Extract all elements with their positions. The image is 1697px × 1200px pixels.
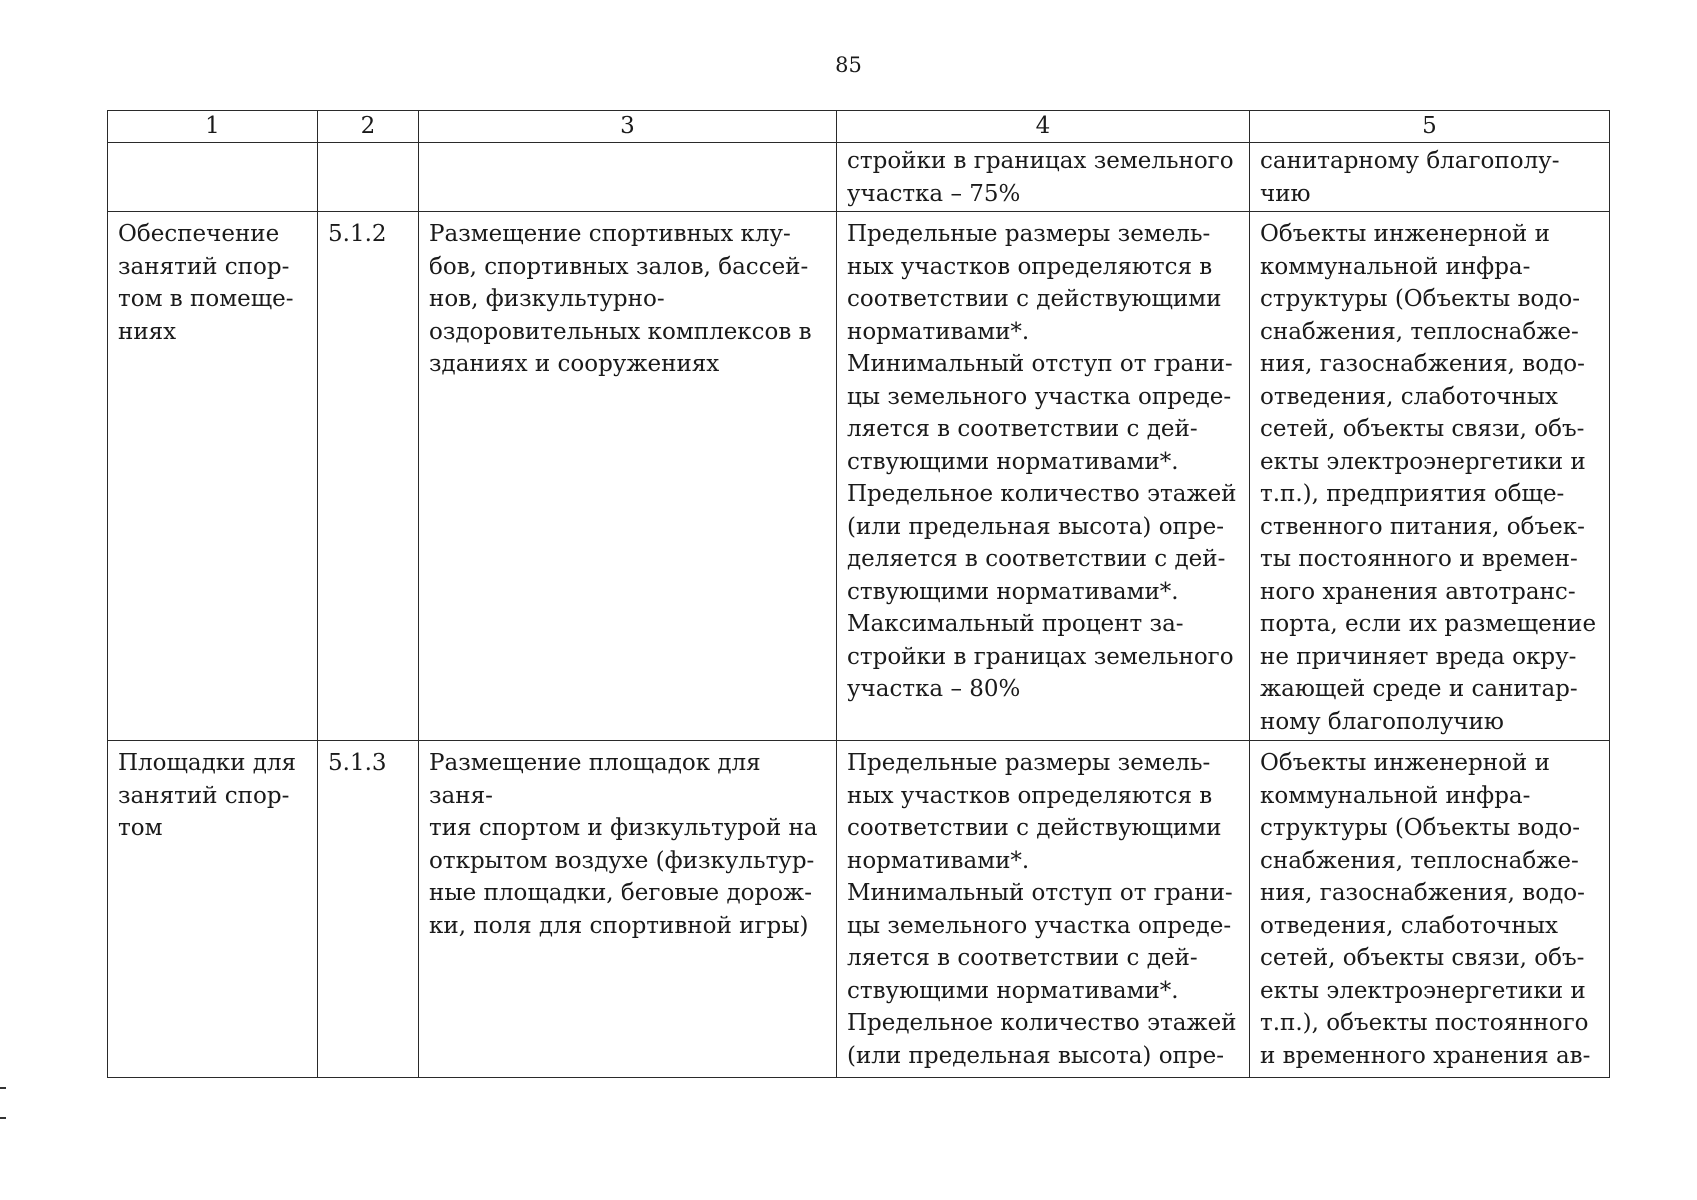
use-name-cell <box>108 143 318 212</box>
auxiliary-uses-cell: Объекты инженерной и коммунальной инфра- структуры (Объекты водо- снабжения, теплоснабже- ния, газоснабжения, водо- отведения, слаботочных сетей, объекты связи, объ- екты электроэнергетики и т.п.), объекты постоянного и временного хранения ав- <box>1250 741 1610 1078</box>
margin-mark <box>0 1117 6 1119</box>
use-name-cell: Обеспечение занятий спор- том в помеще- ниях <box>108 212 318 741</box>
use-name-cell: Площадки для занятий спор- том <box>108 741 318 1078</box>
use-description-cell: Размещение спортивных клу- бов, спортивных залов, бассей- нов, физкультурно- оздоровительных комплексов в зданиях и сооружениях <box>419 212 837 741</box>
column-header: 5 <box>1250 111 1610 143</box>
column-header: 4 <box>837 111 1250 143</box>
use-description-cell: Размещение площадок для заня- тия спортом и физкультурой на открытом воздухе (физкультур- ные площадки, беговые дорож- ки, поля для спортивной игры) <box>419 741 837 1078</box>
auxiliary-uses-cell: Объекты инженерной и коммунальной инфра- структуры (Объекты водо- снабжения, теплоснабже- ния, газоснабжения, водо- отведения, слаботочных сетей, объекты связи, объ- екты электроэнергетики и т.п.), предприятия обще- ственного питания, объек- ты постоянного и времен- ного хранения автотранс- порта, если их размещение не причиняет вреда окру- жающей среде и санитар- ному благополучию <box>1250 212 1610 741</box>
parameters-cell: Предельные размеры земель- ных участков определяются в соответствии с действующими нормативами*. Минимальный отступ от грани- цы земельного участка опреде- ляется в соответствии с дей- ствующими нормативами*. Предельное количество этажей (или предельная высота) опре- деляется в соответствии с дей- ствующими нормативами*. Максимальный процент за- стройки в границах земельного участка – 80% <box>837 212 1250 741</box>
use-description-cell <box>419 143 837 212</box>
table-row <box>108 741 1610 1078</box>
margin-mark <box>0 1087 6 1089</box>
column-header: 1 <box>108 111 318 143</box>
use-code-cell: 5.1.2 <box>318 212 419 741</box>
parameters-cell: стройки в границах земельного участка – 75% <box>837 143 1250 212</box>
column-header: 3 <box>419 111 837 143</box>
use-code-cell <box>318 143 419 212</box>
table-row <box>108 143 1610 212</box>
auxiliary-uses-cell: санитарному благополу- чию <box>1250 143 1610 212</box>
table-header-row <box>108 111 1610 143</box>
use-code-cell: 5.1.3 <box>318 741 419 1078</box>
parameters-cell: Предельные размеры земель- ных участков определяются в соответствии с действующими нормативами*. Минимальный отступ от грани- цы земельного участка опреде- ляется в соответствии с дей- ствующими нормативами*. Предельное количество этажей (или предельная высота) опре- <box>837 741 1250 1078</box>
table-row <box>108 212 1610 741</box>
column-header: 2 <box>318 111 419 143</box>
page-number: 85 <box>835 53 862 77</box>
regulations-table <box>107 110 1610 1078</box>
